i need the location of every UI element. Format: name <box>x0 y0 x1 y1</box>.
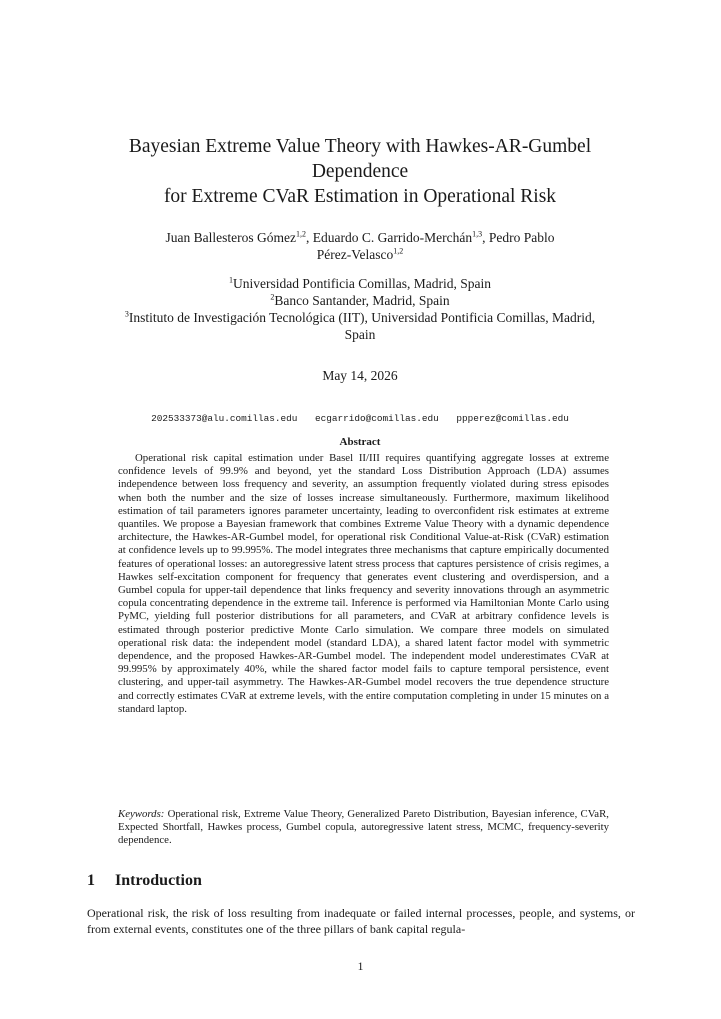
title-line: Bayesian Extreme Value Theory with Hawkes-AR-Gumbel <box>128 136 592 157</box>
keywords-text: Operational risk, Extreme Value Theory, Generalized Pareto Distribution, Bayesian inference, CVaR, Expected Shortfall, Hawkes process, Gumbel copula, autoregressive latent stress, MCMC, frequency-severity dependence. <box>118 808 610 847</box>
title-line: for Extreme CVaR Estimation in Operational Risk <box>163 186 557 207</box>
keywords-label: Keywords: <box>118 808 165 820</box>
abstract-heading: Abstract <box>339 436 381 448</box>
author-separator: , <box>306 230 313 245</box>
affiliation-text: Banco Santander, Madrid, Spain <box>274 293 450 308</box>
keywords <box>118 808 609 848</box>
page-number: 1 <box>357 959 364 973</box>
abstract-text: Operational risk capital estimation under Basel II/III requires quantifying aggregate losses at extreme confidence levels of 99.9% and beyond, yet the standard Loss Distribution Approach (LDA) assumes independence between loss frequency and severity, an assumption frequently violated during stress episodes when both the number and the size of losses increase simultaneously. Furthermore, maximum likelihood estimation of tail parameters ignores parameter uncertainty, leading to overconfident risk estimates at extreme quantiles. We propose a Bayesian framework that combines Extreme Value Theory with a dynamic dependence architecture, the Hawkes-AR-Gumbel model, for operational risk Conditional Value-at-Risk (CVaR) estimation at confidence levels up to 99.995%. The model integrates three mechanisms that capture empirically documented features of operational losses: an autoregressive latent stress process that captures persistence of crisis regimes, a Hawkes self-excitation component for frequency that generates event clustering and overdispersion, and a Gumbel copula for upper-tail dependence that links frequency and severity innovations through an asymmetric copula concentrating dependence in the extreme tail. Inference is performed via Hamiltonian Monte Carlo using PyMC, yielding full posterior distributions for all parameters, and CVaR at arbitrary confidence levels is estimated through posterior predictive Monte Carlo simulation. We compare three models on simulated operational risk data: the independent model (standard LDA), a shared latent factor model with symmetric dependence, and the proposed Hawkes-AR-Gumbel model. The independent model underestimates CVaR at 99.995% by approximately 40%, while the shared factor model fails to capture temporal persistence, event clustering, and upper-tail asymmetry. The Hawkes-AR-Gumbel model recovers the true dependence structure and correctly estimates CVaR at extreme levels, with the entire computation completing in under 15 minutes on a standard laptop. <box>118 452 609 715</box>
author-affil-marker: 1,2 <box>296 229 306 239</box>
author-list <box>90 229 630 263</box>
intro-paragraph: Operational risk, the risk of loss resulting from inadequate or failed internal processes, people, and systems, or from external events, constitutes one of the three pillars of bank capital regula- <box>87 906 635 936</box>
section-heading <box>87 872 202 890</box>
author-separator: , Pedro Pablo <box>482 230 555 245</box>
email-address[interactable]: ecgarrido@comillas.edu <box>314 413 439 424</box>
email-address[interactable]: ppperez@comillas.edu <box>456 413 569 424</box>
affiliation-marker: 3 <box>124 309 129 319</box>
arxiv-stamp <box>15 295 53 645</box>
affiliation <box>80 275 640 292</box>
affiliation-tail: Spain <box>344 327 376 342</box>
affiliation <box>80 309 640 326</box>
email-address[interactable]: 202533373@alu.comillas.edu <box>151 413 298 424</box>
affiliation-marker: 2 <box>270 292 275 302</box>
affiliation-marker: 1 <box>229 275 233 285</box>
affiliation-text: Instituto de Investigación Tecnológica (IIT), Universidad Pontificia Comillas, Madrid, <box>128 310 596 325</box>
affiliation-text: Universidad Pontificia Comillas, Madrid, Spain <box>233 276 491 291</box>
author-name: Eduardo C. Garrido-Merchán <box>312 230 473 245</box>
author-name: Juan Ballesteros Gómez <box>165 230 296 245</box>
publication-date: May 14, 2026 <box>322 368 398 383</box>
affiliation <box>80 292 640 309</box>
email-list <box>80 413 640 424</box>
author-affil-marker: 1,2 <box>393 246 404 256</box>
author-affil-marker: 1,3 <box>472 229 483 239</box>
affiliation-list <box>80 275 640 343</box>
section-title: Introduction <box>115 872 202 889</box>
title-line: Dependence <box>311 161 409 182</box>
paper-title <box>90 134 630 209</box>
section-number: 1 <box>87 872 95 889</box>
author-name: Pérez-Velasco <box>316 247 394 262</box>
